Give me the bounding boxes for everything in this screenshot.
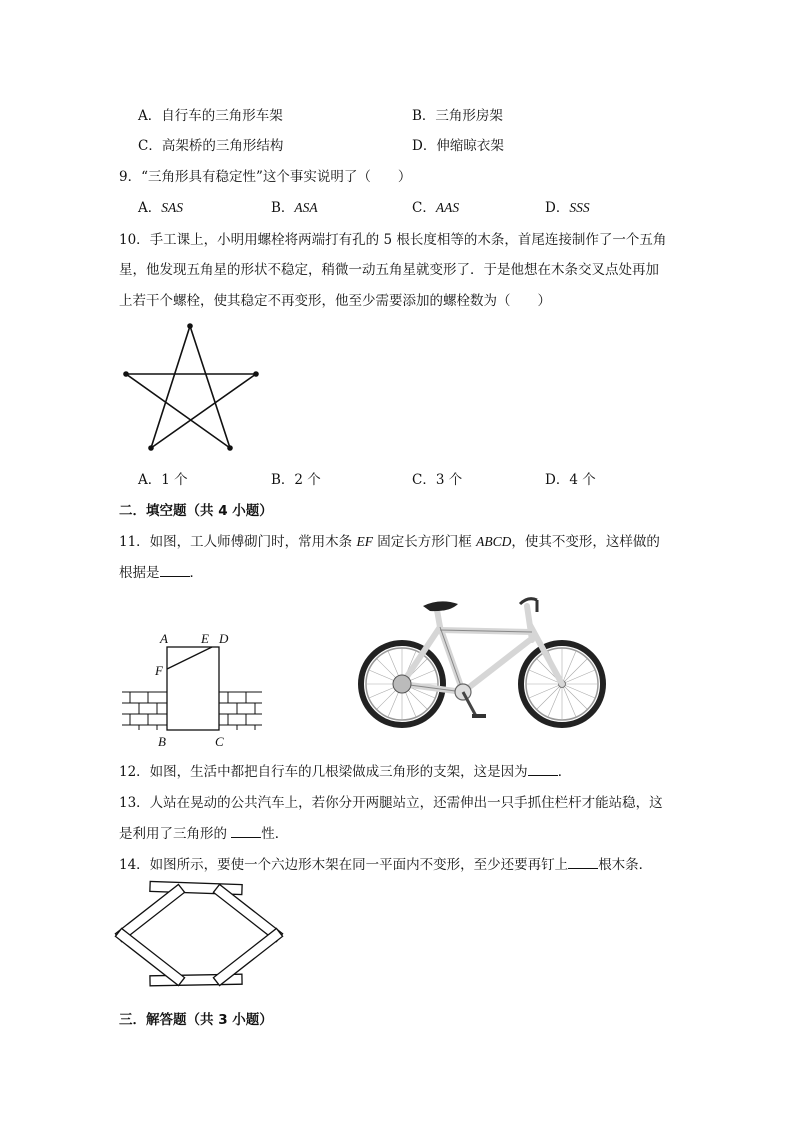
label-b: B [158, 734, 166, 749]
q10-line1: 10．手工课上，小明用螺栓将两端打有孔的 5 根长度相等的木条，首尾连接制作了一个五角 [119, 232, 667, 248]
q11-line1: 11．如图，工人师傅砌门时，常用木条 EF 固定长方形门框 ABCD，使其不变形，这样做的 [119, 534, 660, 550]
q10-option-b: B．2 个 [271, 472, 321, 488]
label-a: A [160, 631, 168, 646]
q9-option-c: C．AAS [412, 200, 460, 216]
label-f: F [155, 663, 163, 678]
label-d: D [219, 631, 229, 646]
q9-option-b: B．ASA [271, 200, 318, 216]
q9-stem: 9．“三角形具有稳定性”这个事实说明了（ ） [119, 169, 412, 185]
q8-option-a: A．自行车的三角形车架 [138, 108, 283, 124]
label-c: C [215, 734, 224, 749]
q12-text: 12．如图，生活中都把自行车的几根梁做成三角形的支架，这是因为 ． [119, 764, 572, 780]
q13-line2: 是利用了三角形的 性． [119, 826, 289, 842]
q9-option-a: A．SAS [138, 200, 183, 216]
section-2-heading: 二．填空题（共 4 小题） [119, 503, 273, 519]
q9-option-d: D．SSS [545, 200, 590, 216]
q8-option-d: D．伸缩晾衣架 [412, 138, 504, 154]
q8-option-b: B．三角形房架 [412, 108, 503, 124]
q8-option-c: C．高架桥的三角形结构 [138, 138, 284, 154]
q10-line2: 星，他发现五角星的形状不稳定，稍微一动五角星就变形了．于是他想在木条交叉点处再加 [119, 262, 659, 278]
q10-line3: 上若干个螺栓，使其稳定不再变形，他至少需要添加的螺栓数为（ ） [119, 293, 551, 309]
q13-line1: 13．人站在晃动的公共汽车上，若你分开两腿站立，还需伸出一只手抓住栏杆才能站稳，这 [119, 795, 663, 811]
q10-option-d: D．4 个 [545, 472, 596, 488]
q10-option-c: C．3 个 [412, 472, 463, 488]
q14-text: 14．如图所示，要使一个六边形木架在同一平面内不变形，至少还要再钉上 根木条． [119, 857, 653, 873]
label-e: E [201, 631, 209, 646]
section-3-heading: 三．解答题（共 3 小题） [119, 1012, 273, 1028]
q11-line2: 根据是 ． [119, 565, 203, 581]
q10-option-a: A．1 个 [138, 472, 188, 488]
